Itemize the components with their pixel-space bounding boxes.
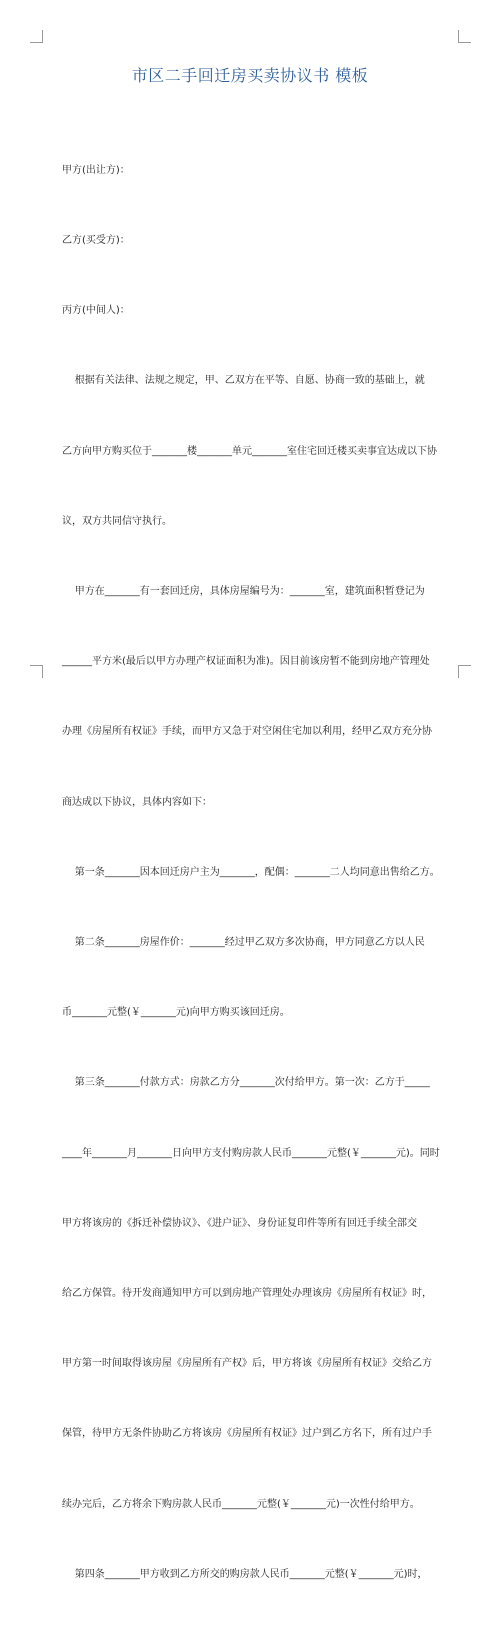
document-body — [62, 112, 440, 1633]
text-line: 甲方在_______有一套回迁房，具体房屋编号为：_______室，建筑面积暂登记为 — [62, 586, 425, 598]
crop-mark-top-left — [30, 30, 43, 43]
text-line: 根据有关法律、法规之规定，甲、乙双方在平等、自愿、协商一致的基础上，就 — [62, 375, 425, 387]
crop-mark-top-right — [458, 30, 471, 43]
crop-mark-bottom-right — [458, 665, 471, 678]
text-line: 办理《房屋所有权证》手续，而甲方又急于对空闲住宅加以利用，经甲乙双方充分协 — [62, 726, 432, 738]
text-line: 第一条_______因本回迁房户主为_______，配偶：_______二人均同意出售给乙方。 — [62, 866, 440, 878]
text-line: 币_______元整(￥_______元)向甲方购买该回迁房。 — [62, 1007, 290, 1019]
text-line: 丙方(中间人)： — [62, 305, 130, 317]
text-line: 甲方将该房的《拆迁补偿协议》、《进户证》、身份证复印件等所有回迁手续全部交 — [62, 1217, 417, 1229]
crop-mark-bottom-left — [30, 665, 43, 678]
text-line: 商达成以下协议，具体内容如下： — [62, 796, 212, 808]
text-line: 乙方(买受方)： — [62, 235, 130, 247]
text-line: 第二条_______房屋作价：_______经过甲乙双方多次协商，甲方同意乙方以人民 — [62, 937, 425, 949]
text-line: ______平方米(最后以甲方办理产权证面积为准)。因目前该房暂不能到房地产管理处 — [62, 656, 430, 668]
document-title: 市区二手回迁房买卖协议书 模板 — [131, 66, 369, 85]
text-line: 议，双方共同信守执行。 — [62, 515, 172, 527]
text-line: 乙方向甲方购买位于_______楼_______单元_______室住宅回迁楼买卖事宜达成以下协 — [62, 445, 437, 457]
text-line: 第四条_______甲方收到乙方所交的购房款人民币_______元整(￥_______元)时， — [62, 1568, 428, 1580]
text-line: 第三条_______付款方式：房款乙方分_______次付给甲方。第一次：乙方于_____ — [62, 1077, 430, 1089]
text-line: 给乙方保管。待开发商通知甲方可以到房地产管理处办理该房《房屋所有权证》时， — [62, 1288, 432, 1300]
text-line: ____年_______月_______日向甲方支付购房款人民币_______元整(￥_______元)。同时 — [62, 1147, 440, 1159]
text-line: 甲方(出让方)： — [62, 164, 130, 176]
text-line: 甲方第一时间取得该房屋《房屋所有产权》后，甲方将该《房屋所有权证》交给乙方 — [62, 1358, 432, 1370]
text-line: 续办完后，乙方将余下购房款人民币_______元整(￥_______元)一次性付给甲方。 — [62, 1498, 420, 1510]
text-line: 保管，待甲方无条件协助乙方将该房《房屋所有权证》过户到乙方名下，所有过户手 — [62, 1428, 432, 1440]
